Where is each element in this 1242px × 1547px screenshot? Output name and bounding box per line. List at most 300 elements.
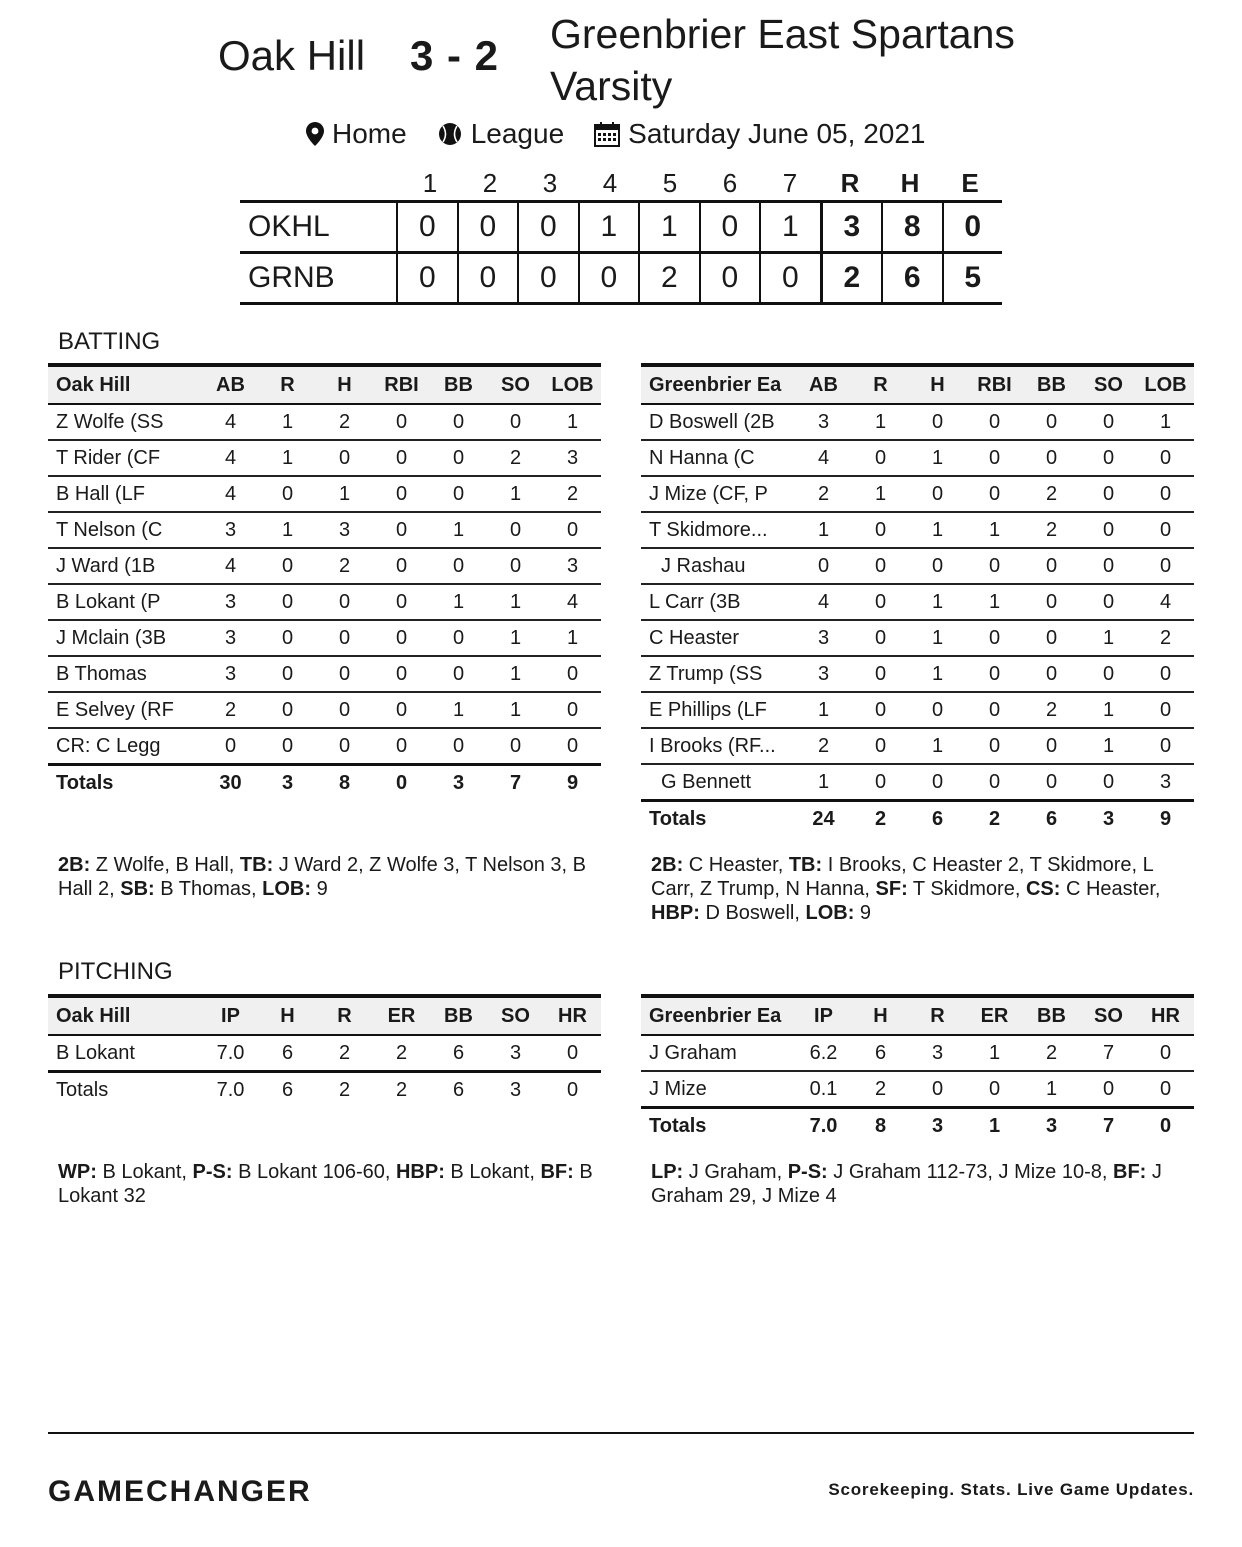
line-score-header [240,166,1002,200]
stat-column-header: AB [809,373,838,396]
stat-cell: 3 [224,590,237,613]
table-row [641,765,1194,802]
stat-cell: 1 [1102,698,1115,721]
stat-cell: 0 [281,698,294,721]
stat-cell: 0 [874,770,887,793]
line-score-cell: 1 [759,203,819,251]
table-row [641,1072,1194,1109]
inning-7-header: 7 [782,167,798,198]
stat-column-header: BB [1037,373,1066,396]
pitching-section-title: PITCHING [58,958,173,985]
stat-cell: 1 [509,662,522,685]
totals-cell: 8 [338,771,351,794]
stat-cell: 0 [281,590,294,613]
line-score-cell: 1 [638,203,698,251]
stat-column-header: R [337,1004,352,1027]
stat-cell: 0 [1102,410,1115,433]
home-pitching-notes [651,1160,1196,1208]
table-header [48,363,601,405]
stat-cell: 1 [566,626,579,649]
stat-column-header: RBI [977,373,1012,396]
stat-cell: 3 [509,1041,522,1064]
stat-cell: 0 [1102,518,1115,541]
totals-cell: 2 [988,807,1001,830]
stat-cell: 0 [817,554,830,577]
line-score-runs: 2 [820,254,881,302]
stat-cell: 0 [931,770,944,793]
stat-cell: 0 [338,662,351,685]
stat-cell: 0 [931,698,944,721]
note-label: P-S: [787,1161,828,1183]
stat-cell: 3 [817,410,830,433]
table-row [641,477,1194,513]
team-column-header: Oak Hill [56,1004,131,1027]
team-column-header: Greenbrier Ea [649,1004,782,1027]
totals-cell: 3 [931,1114,944,1137]
stat-cell: 1 [1102,626,1115,649]
stat-cell: 0 [509,410,522,433]
stat-column-header: SO [1094,373,1123,396]
player-name: Z Wolfe (SS [56,410,164,433]
stat-cell: 0 [395,734,408,757]
stat-cell: 1 [1102,734,1115,757]
stat-cell: 6 [874,1041,887,1064]
line-score-runs: 3 [820,203,881,251]
note-text: J Graham, [683,1161,788,1183]
note-label: BF: [540,1161,574,1183]
line-score-table [240,166,1002,305]
stat-cell: 0 [988,770,1001,793]
stat-cell: 0 [1159,482,1172,505]
totals-cell: 30 [219,771,242,794]
stat-cell: 0 [452,734,465,757]
player-name: J Rashau [661,554,746,577]
stat-cell: 0 [1159,554,1172,577]
table-row [48,693,601,729]
stat-cell: 0 [874,554,887,577]
stat-column-header: ER [387,1004,416,1027]
player-name: J Graham [649,1041,737,1064]
location-item [306,118,407,150]
totals-cell: 3 [281,771,294,794]
stat-cell: 0 [338,446,351,469]
totals-row [48,1073,601,1107]
totals-cell: 2 [395,1078,408,1101]
line-score-cell: 0 [759,254,819,302]
note-label: LOB: [805,902,855,924]
game-meta [306,116,955,152]
stat-cell: 0 [509,518,522,541]
stat-cell: 0 [566,518,579,541]
stat-column-header: BB [444,373,473,396]
stat-cell: 4 [224,554,237,577]
player-name: I Brooks (RF... [649,734,776,757]
stat-column-header: BB [1037,1004,1066,1027]
stat-cell: 1 [1045,1077,1058,1100]
stat-cell: 1 [281,518,294,541]
stat-cell: 6 [452,1041,465,1064]
totals-cell: 3 [1045,1114,1058,1137]
home-batting-table [641,363,1194,836]
stat-column-header: HR [1151,1004,1180,1027]
table-row [48,549,601,585]
stat-cell: 1 [874,482,887,505]
stat-cell: 0 [1102,482,1115,505]
stat-cell: 0 [395,698,408,721]
stat-cell: 0 [1102,446,1115,469]
inning-2-header: 2 [482,167,498,198]
stat-cell: 0 [395,554,408,577]
stat-cell: 2 [1045,482,1058,505]
totals-cell: 3 [452,771,465,794]
note-text: B Thomas, [154,878,263,900]
table-row [48,729,601,766]
away-batting-table [48,363,601,800]
note-label: P-S: [192,1161,233,1183]
stat-cell: 7 [1102,1041,1115,1064]
stat-cell: 0 [566,734,579,757]
stat-cell: 0 [224,734,237,757]
totals-cell: 6 [281,1078,294,1101]
line-score-errors: 0 [942,203,1002,251]
stat-cell: 2 [817,482,830,505]
player-name: Z Trump (SS [649,662,763,685]
stat-cell: 6.2 [809,1041,838,1064]
stat-cell: 0 [1045,770,1058,793]
stat-cell: 3 [1159,770,1172,793]
stat-cell: 1 [988,1041,1001,1064]
away-team-name: Oak Hill [218,32,366,79]
stat-cell: 0 [1159,698,1172,721]
stat-cell: 4 [566,590,579,613]
stat-cell: 0 [931,482,944,505]
stat-cell: 0 [509,734,522,757]
line-score-cell: 0 [457,254,517,302]
line-score-hits: 6 [881,254,941,302]
stat-cell: 1 [509,590,522,613]
stat-cell: 0 [1159,1041,1172,1064]
player-name: C Heaster [649,626,740,649]
stat-cell: 0 [931,554,944,577]
note-text: B Lokant, [96,1161,193,1183]
stat-cell: 0 [1159,518,1172,541]
table-row [48,1036,601,1073]
stat-cell: 0 [1159,662,1172,685]
note-text: J Graham 112-73, J Mize 10-8, [827,1161,1114,1183]
home-team-line2: Varsity [550,63,673,109]
stat-cell: 0 [281,626,294,649]
note-text: B Lokant 106-60, [232,1161,396,1183]
stat-cell: 0 [281,482,294,505]
line-score-cell: 0 [699,203,759,251]
player-name: D Boswell (2B [649,410,775,433]
stat-cell: 0 [395,626,408,649]
errors-header: E [961,167,979,198]
totals-cell: 3 [1102,807,1115,830]
table-row [48,477,601,513]
stat-cell: 7.0 [216,1041,245,1064]
stat-cell: 0 [509,554,522,577]
stat-cell: 0 [1102,1077,1115,1100]
line-score-row [240,251,1002,305]
stat-cell: 0 [988,698,1001,721]
stat-cell: 1 [817,698,830,721]
inning-1-header: 1 [422,167,438,198]
date-label: Saturday June 05, 2021 [628,118,926,149]
gamechanger-logo: GAMECHANGER [48,1475,312,1508]
stat-cell: 3 [566,554,579,577]
player-name: T Skidmore... [649,518,768,541]
line-score-row [240,200,1002,251]
table-row [641,441,1194,477]
stat-cell: 0 [395,662,408,685]
note-label: HBP: [651,902,700,924]
stat-cell: 2 [338,554,351,577]
note-text: B Lokant, [444,1161,541,1183]
stat-cell: 1 [281,446,294,469]
stat-cell: 2 [874,1077,887,1100]
stat-cell: 4 [817,590,830,613]
stat-cell: 0 [1102,770,1115,793]
stat-cell: 1 [566,410,579,433]
stat-column-header: HR [558,1004,587,1027]
note-label: 2B: [58,854,91,876]
stat-cell: 2 [1159,626,1172,649]
stat-cell: 1 [931,626,944,649]
stat-cell: 2 [395,1041,408,1064]
stat-cell: 2 [817,734,830,757]
stat-cell: 3 [224,626,237,649]
table-row [48,441,601,477]
away-pitching-notes [58,1160,603,1208]
stat-cell: 4 [817,446,830,469]
table-row [641,657,1194,693]
note-label: TB: [788,854,823,876]
stat-cell: 2 [1045,518,1058,541]
runs-header: R [840,167,860,198]
stat-column-header: IP [814,1004,833,1027]
line-score-cell: 1 [578,203,638,251]
game-type-label: League [470,118,565,149]
player-name: J Mclain (3B [56,626,167,649]
stat-cell: 0 [452,482,465,505]
stat-cell: 0 [1045,734,1058,757]
calendar-icon [594,121,620,147]
location-label: Home [332,118,407,149]
player-name: J Mize (CF, P [649,482,768,505]
stat-cell: 0 [395,410,408,433]
inning-4-header: 4 [602,167,618,198]
note-text: I Brooks, C Heaster 2, T Skidmore, L Carr, Z Trump, N Hanna, [651,854,1159,900]
stat-cell: 2 [338,410,351,433]
note-text: J Graham 29, J Mize 4 [651,1161,1168,1207]
stat-cell: 0 [1045,626,1058,649]
totals-label: Totals [56,1078,109,1101]
stat-cell: 0 [931,410,944,433]
line-score-cell: 0 [578,254,638,302]
player-name: B Hall (LF [56,482,145,505]
totals-cell: 7.0 [809,1114,838,1137]
stat-cell: 1 [931,590,944,613]
player-name: J Ward (1B [56,554,156,577]
stat-cell: 1 [988,590,1001,613]
stat-column-header: H [337,373,352,396]
totals-row [641,802,1194,836]
table-row [641,549,1194,585]
stat-cell: 1 [281,410,294,433]
table-row [48,405,601,441]
line-score-cell: 0 [699,254,759,302]
stat-cell: 2 [338,1041,351,1064]
note-label: LOB: [262,878,312,900]
totals-cell: 9 [566,771,579,794]
totals-cell: 24 [812,807,835,830]
stat-cell: 0 [1045,590,1058,613]
stat-cell: 1 [509,626,522,649]
stat-cell: 3 [338,518,351,541]
player-name: L Carr (3B [649,590,741,613]
line-score-cell: 0 [396,203,456,251]
stat-cell: 0 [874,518,887,541]
table-row [641,585,1194,621]
home-team-name [550,8,1070,112]
inning-5-header: 5 [662,167,678,198]
note-label: 2B: [651,854,684,876]
stat-cell: 2 [1045,1041,1058,1064]
player-name: B Thomas [56,662,147,685]
note-text: 9 [311,878,328,900]
player-name: T Rider (CF [56,446,161,469]
stat-cell: 1 [452,518,465,541]
away-batting-notes [58,853,603,901]
table-row [641,1036,1194,1072]
line-score-team: GRNB [248,261,335,294]
stat-cell: 0.1 [809,1077,838,1100]
stat-cell: 1 [931,518,944,541]
table-row [641,513,1194,549]
table-row [641,693,1194,729]
stat-column-header: R [930,1004,945,1027]
home-pitching-table [641,994,1194,1143]
totals-cell: 1 [988,1114,1001,1137]
note-text: Z Wolfe, B Hall, [90,854,240,876]
totals-cell: 0 [395,771,408,794]
totals-cell: 2 [338,1078,351,1101]
note-text: 9 [854,902,872,924]
stat-column-header: SO [1094,1004,1123,1027]
note-label: TB: [239,854,274,876]
note-text: J Ward 2, Z Wolfe 3, T Nelson 3, B Hall 2, [58,854,592,900]
stat-column-header: IP [221,1004,240,1027]
stat-cell: 4 [1159,590,1172,613]
stat-cell: 0 [988,662,1001,685]
stat-cell: 0 [281,734,294,757]
stat-cell: 0 [988,734,1001,757]
stat-cell: 0 [874,734,887,757]
footer-divider [48,1432,1194,1434]
table-row [48,585,601,621]
totals-cell: 7 [509,771,522,794]
stat-cell: 0 [452,410,465,433]
line-score-team: OKHL [248,210,330,243]
home-batting-notes [651,853,1196,925]
stat-cell: 0 [931,1077,944,1100]
game-type-item [437,118,564,150]
batting-section-title: BATTING [58,328,161,355]
stat-cell: 0 [566,1041,579,1064]
line-score-cell: 0 [517,254,577,302]
player-name: T Nelson (C [56,518,163,541]
stat-column-header: H [930,373,945,396]
stat-cell: 1 [509,482,522,505]
stat-cell: 3 [817,626,830,649]
stat-cell: 0 [338,734,351,757]
note-label: HBP: [395,1161,445,1183]
stat-cell: 1 [874,410,887,433]
stat-cell: 0 [452,626,465,649]
stat-cell: 1 [931,446,944,469]
stat-column-header: LOB [1144,373,1187,396]
table-row [641,729,1194,765]
home-team-line1: Greenbrier East Spartans [550,11,1015,57]
player-name: N Hanna (C [649,446,755,469]
player-name: CR: C Legg [56,734,161,757]
note-label: WP: [58,1161,97,1183]
stat-cell: 0 [338,626,351,649]
table-header [641,994,1194,1036]
stat-cell: 0 [988,554,1001,577]
stat-column-header: SO [501,373,530,396]
stat-cell: 6 [281,1041,294,1064]
note-label: CS: [1025,878,1061,900]
note-label: SF: [875,878,908,900]
stat-cell: 0 [874,590,887,613]
line-score-hits: 8 [881,203,941,251]
stat-column-header: RBI [384,373,419,396]
note-label: BF: [1113,1161,1147,1183]
stat-cell: 1 [1159,410,1172,433]
stat-column-header: R [280,373,295,396]
stat-cell: 0 [1159,446,1172,469]
stat-cell: 0 [1159,734,1172,757]
stat-cell: 0 [1102,662,1115,685]
player-name: G Bennett [661,770,752,793]
totals-row [48,766,601,800]
stat-cell: 2 [1045,698,1058,721]
stat-cell: 1 [452,698,465,721]
line-score-cell: 0 [457,203,517,251]
stat-cell: 0 [395,446,408,469]
stat-cell: 0 [452,554,465,577]
away-pitching-table [48,994,601,1107]
stat-cell: 0 [338,698,351,721]
stat-cell: 0 [988,626,1001,649]
table-row [48,621,601,657]
stat-cell: 0 [1045,446,1058,469]
team-column-header: Oak Hill [56,373,131,396]
player-name: J Mize [649,1077,707,1100]
stat-column-header: ER [980,1004,1009,1027]
note-text: B Lokant 32 [58,1161,599,1207]
stat-cell: 0 [874,662,887,685]
footer-tagline: Scorekeeping. Stats. Live Game Updates. [828,1480,1194,1499]
stat-cell: 0 [1045,410,1058,433]
player-name: E Selvey (RF [56,698,174,721]
totals-cell: 9 [1159,807,1172,830]
stat-cell: 0 [338,590,351,613]
note-text: C Heaster, [1060,878,1166,900]
stat-cell: 0 [566,698,579,721]
